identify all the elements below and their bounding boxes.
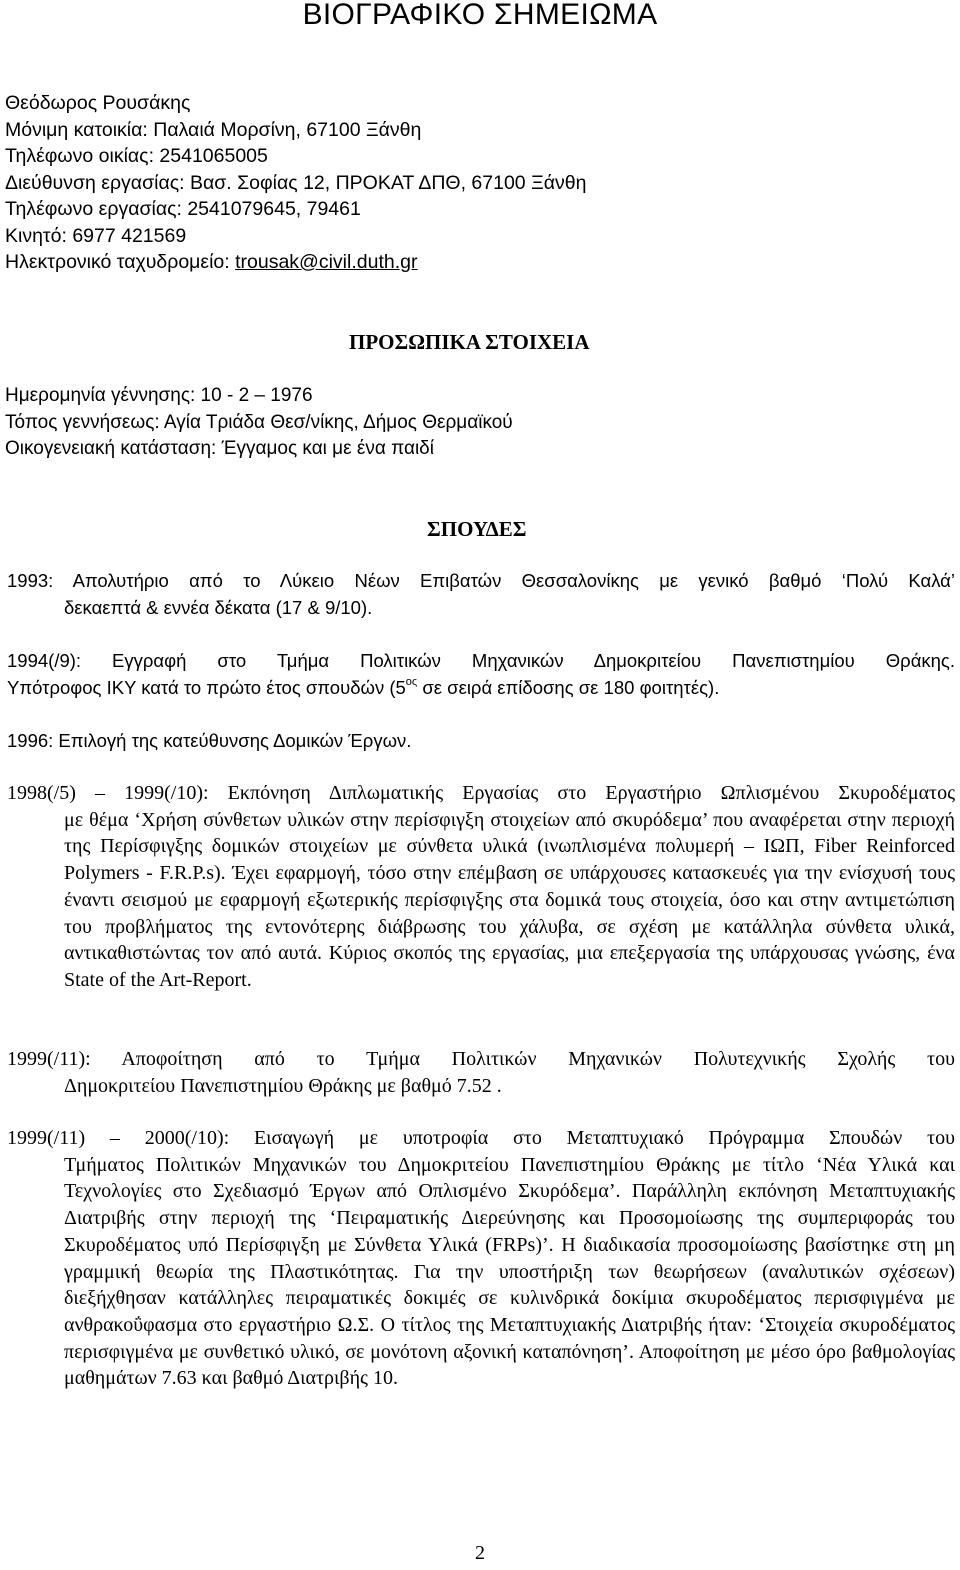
entry-1999a-body: Δημοκριτείου Πανεπιστημίου Θράκης με βαθμό 7.52 . <box>64 1074 502 1097</box>
study-entry-1996 <box>7 728 955 755</box>
page-number: 2 <box>475 1542 485 1564</box>
entry-1993-line2: δεκαεπτά & εννέα δέκατα (17 & 9/10). <box>64 596 373 618</box>
birth-date: Ημερομηνία γέννησης: 10 - 2 – 1976 <box>5 385 313 406</box>
marital-status: Οικογενειακή κατάσταση: Έγγαμος και με ένα παιδί <box>5 438 434 459</box>
entry-1996-text: 1996: Επιλογή της κατεύθυνσης Δομικών Έργων. <box>7 730 412 751</box>
entry-1994-line2-text: Υπότροφος ΙΚΥ κατά το πρώτο έτος σπουδών (5 <box>7 676 406 698</box>
birth-place: Τόπος γεννήσεως: Αγία Τριάδα Θεσ/νίκης, Δήμος Θερμαϊκού <box>5 411 513 433</box>
study-entry-1998 <box>7 780 955 994</box>
contact-block <box>5 90 586 276</box>
full-name: Θεόδωρος Ρουσάκης <box>5 92 191 114</box>
study-entry-1994 <box>7 648 955 701</box>
residence-address: Μόνιμη κατοικία: Παλαιά Μορσίνη, 67100 Ξάνθη <box>5 118 422 141</box>
email-link[interactable]: trousak@civil.duth.gr <box>235 251 418 273</box>
entry-1999a-first-line: 1999(/11): Αποφοίτηση από το Τμήμα Πολιτικών Μηχανικών Πολυτεχνικής Σχολής του <box>7 1048 955 1070</box>
email-row <box>5 249 586 276</box>
entry-1993-line1: 1993: Απολυτήριο από το Λύκειο Νέων Επιβατών Θεσσαλονίκης με γενικό βαθμό ‘Πολύ Καλά’ <box>7 570 955 591</box>
work-address: Διεύθυνση εργασίας: Βασ. Σοφίας 12, ΠΡΟΚΑΤ ΔΠΘ, 67100 Ξάνθη <box>5 171 587 194</box>
entry-1998-body: με θέμα ‘Χρήση σύνθετων υλικών στην περίσφιγξη στοιχείων από σκυρόδεμα’ που αναφέρεται στην περιοχή της Περίσφιγξης δομικών στοιχείων με σύνθετα υλικά (ινωπλισμένα πολυμερή – ΙΩΠ, Fiber Reinforced Polymers - F.R.P.s). Έχει εφαρμογή, τόσο στην επέμβαση σε υπάρχουσες κατασκευές για την ενίσχυσή τους έναντι σεισμού με εφαρμογή εξωτερικής περίσφιγξης στα δομικά τους στοιχεία, όσο και στην αντιμετώπιση του προβλήματος της εντονότερης διάβρωσης του χάλυβα, σε σχέση με κατάλληλα σύνθετα υλικά, αντικαθιστώντας τον από αυτά. Κύριος σκοπός της εργασίας, μια επεξεργασία της υπάρχουσας γνώσης, ένα State of the Art-Report. <box>64 808 955 991</box>
personal-info-block <box>5 383 513 463</box>
entry-1994-line2 <box>7 675 955 702</box>
document-title: ΒΙΟΓΡΑΦΙΚΟ ΣΗΜΕΙΩΜΑ <box>302 0 658 31</box>
study-entry-1999-graduation <box>7 1046 955 1099</box>
entry-1994-line2-end: σε σειρά επίδοσης σε 180 φοιτητές). <box>417 676 720 698</box>
entry-1998-first-line: 1998(/5) – 1999(/10): Εκπόνηση Διπλωματικής Εργασίας στο Εργαστήριο Ωπλισμένου Σκυροδέματος <box>7 782 955 804</box>
study-entry-1993 <box>7 568 955 621</box>
entry-1999b-body: Τμήματος Πολιτικών Μηχανικών του Δημοκριτείου Πανεπιστημίου Θράκης με τίτλο ‘Νέα Υλικά και Τεχνολογίες στο Σχεδιασμό Έργων από Οπλισμένο Σκυρόδεμα’. Παράλληλη εκπόνηση Μεταπτυχιακής Διατριβής στην περιοχή της ‘Πειραματικής Διερεύνησης και Προσομοίωσης της συμπεριφοράς του Σκυροδέματος υπό Περίσφιγξη με Σύνθετα Υλικά (FRPs)’. Η διαδικασία προσομοίωσης βασίστηκε στη μη γραμμική θεωρία της Πλαστικότητας. Για την υποστήριξη των θεωρήσεων (αναλυτικών σχέσεων) διεξήχθησαν κατάλληλες πειραματικές δοκιμές σε κυλινδρικά δοκίμια σκυροδέματος περισφιγμένα με ανθρακοΰφασμα στο εργαστήριο Ω.Σ. Ο τίτλος της Μεταπτυχιακής Διατριβής ήταν: ‘Στοιχεία σκυροδέματος περισφιγμένα με συνθετικό υλικό, σε μονότονη αξονική καταπόνηση’. Αποφοίτηση με μέσο όρο βαθμολογίας μαθημάτων 7.63 και βαθμό Διατριβής 10. <box>64 1153 955 1390</box>
home-phone: Τηλέφωνο οικίας: 2541065005 <box>5 145 268 167</box>
entry-1999b-first-line: 1999(/11) – 2000(/10): Εισαγωγή με υποτροφία στο Μεταπτυχιακό Πρόγραμμα Σπουδών του <box>7 1127 955 1149</box>
study-entry-1999-masters <box>7 1125 955 1392</box>
work-phone: Τηλέφωνο εργασίας: 2541079645, 79461 <box>5 198 361 220</box>
email-label: Ηλεκτρονικό ταχυδρομείο: <box>5 251 236 273</box>
ordinal-superscript: ος <box>405 675 418 688</box>
personal-info-heading: ΠΡΟΣΩΠΙΚΑ ΣΤΟΙΧΕΙΑ <box>349 330 590 354</box>
entry-1994-line1: 1994(/9): Εγγραφή στο Τμήμα Πολιτικών Μηχανικών Δημοκριτείου Πανεπιστημίου Θράκης. <box>7 650 955 671</box>
studies-heading: ΣΠΟΥΔΕΣ <box>427 517 527 541</box>
mobile-phone: Κινητό: 6977 421569 <box>5 224 187 247</box>
